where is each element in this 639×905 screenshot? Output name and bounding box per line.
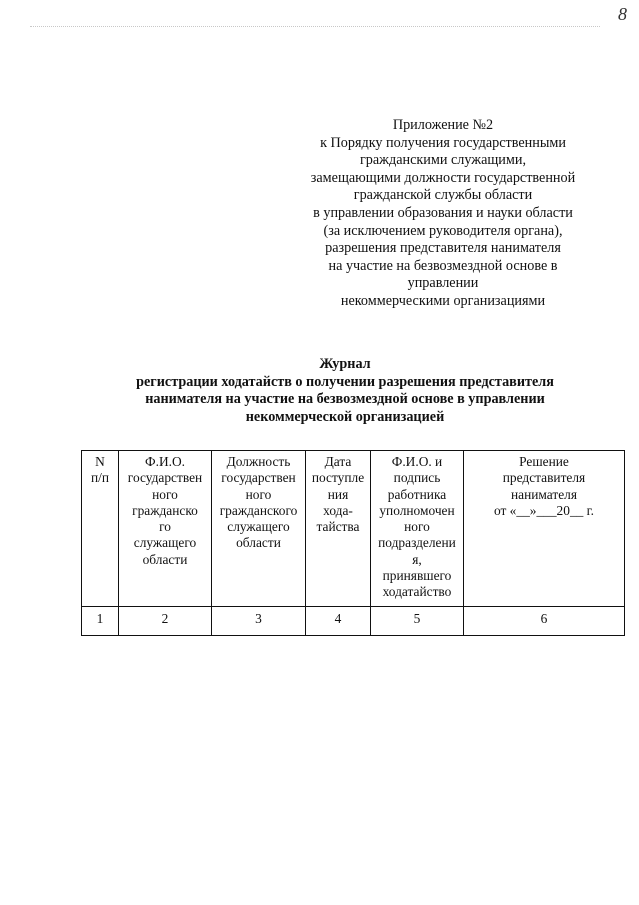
appendix-line: разрешения представителя нанимателя <box>325 240 561 257</box>
table-cell: 2 <box>119 607 212 636</box>
header-receipt-date: Дата поступле ния хода- тайства <box>306 451 371 607</box>
appendix-line: гражданскими служащими, <box>359 152 527 169</box>
appendix-line: замещающими должности государственной <box>310 169 576 186</box>
appendix-line: в управлении образования и науки области <box>313 204 573 221</box>
scan-artifact-line <box>30 26 600 27</box>
appendix-line: Приложение №2 <box>392 117 494 133</box>
journal-title-line: регистрации ходатайств о получении разрешения представителя <box>136 373 554 390</box>
table-header-row <box>82 451 625 607</box>
header-number: N п/п <box>82 451 119 607</box>
appendix-line: гражданской службы области <box>353 187 533 204</box>
table-cell: 3 <box>212 607 306 636</box>
journal-title-line: нанимателя на участие на безвозмездной основе в управлении <box>145 391 545 408</box>
journal-title <box>70 356 620 426</box>
header-decision: Решение представителя нанимателя от «__»___20__ г. <box>464 451 625 607</box>
header-employee-position: Должность государствен ного гражданского служащего области <box>212 451 306 607</box>
header-receiver-signature: Ф.И.О. и подпись работника уполномочен ного подразделени я, принявшего ходатайство <box>371 451 464 607</box>
appendix-line: (за исключением руководителя органа), <box>323 222 563 239</box>
table-row <box>82 607 625 636</box>
journal-title-line: Журнал <box>319 356 371 372</box>
journal-table <box>81 450 625 636</box>
appendix-line: некоммерческими организациями <box>340 292 546 309</box>
table-cell: 6 <box>464 607 625 636</box>
appendix-line: на участие на безвозмездной основе в <box>328 257 558 274</box>
table-cell: 5 <box>371 607 464 636</box>
journal-title-line: некоммерческой организацией <box>245 408 445 425</box>
appendix-line: к Порядку получения государственными <box>320 134 566 151</box>
appendix-header <box>286 117 600 311</box>
table-cell: 4 <box>306 607 371 636</box>
page-number: 8 <box>618 4 627 24</box>
appendix-line: управлении <box>407 275 479 292</box>
header-employee-name: Ф.И.О. государствен ного гражданско го служащего области <box>119 451 212 607</box>
table-cell: 1 <box>82 607 119 636</box>
